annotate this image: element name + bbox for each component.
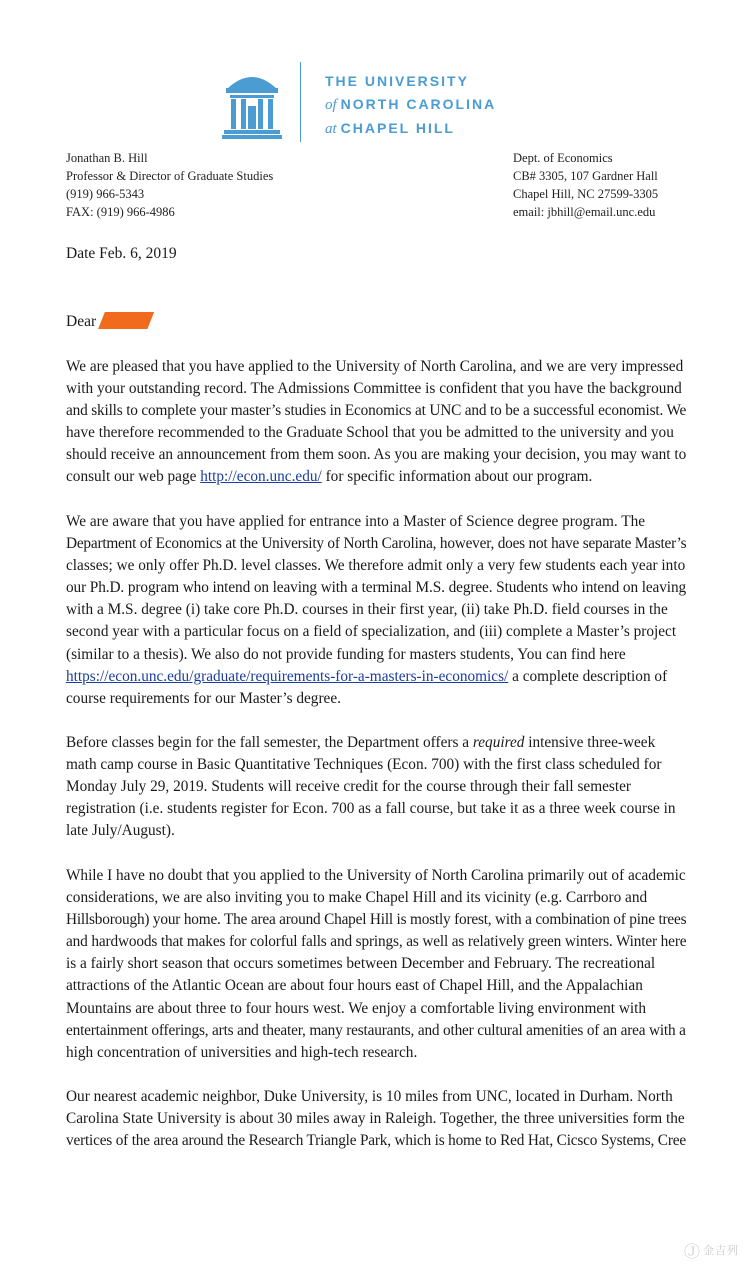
econ-website-link[interactable]: http://econ.unc.edu/ (200, 468, 322, 486)
department-email: email: jbhill@email.unc.edu (513, 205, 656, 219)
department-name: Dept. of Economics (513, 151, 613, 165)
text-line: and hardwoods that makes for colorful falls and springs, as well as relatively green winters. Winter here (66, 933, 687, 951)
sender-title: Professor & Director of Graduate Studies (66, 169, 274, 183)
salutation: Dear (66, 312, 154, 331)
text-line: have therefore recommended to the Graduate School that you be admitted to the university and you (66, 424, 674, 442)
text-line: (similar to a thesis). We also do not provide funding for masters students, You can find here (66, 645, 626, 663)
text-line: vertices of the area around the Research Triangle Park, which is home to Red Hat, Cicsco Systems, Cree (66, 1132, 686, 1150)
text-line: math camp course in Basic Quantitative Techniques (Econ. 700) with the first class scheduled for (66, 756, 662, 774)
text-line: attractions of the Atlantic Ocean are about four hours east of Chapel Hill, and the Appalachian (66, 977, 643, 995)
text-line: with your outstanding record. The Admissions Committee is confident that you have the background (66, 380, 682, 398)
paragraph-5 (66, 1086, 686, 1152)
redacted-name-mark (98, 312, 154, 329)
text-line: with a M.S. degree (i) take core Ph.D. courses in their first year, (ii) take Ph.D. field courses in the (66, 601, 668, 619)
sender-block (66, 149, 273, 221)
wordmark-line-2: of NORTH CAROLINA (325, 96, 497, 113)
paragraph-4 (66, 865, 686, 1064)
letterhead-divider (300, 62, 301, 142)
text-line: is a fairly short season that occurs sometimes between December and February. The recreational (66, 955, 656, 973)
text-line: Carolina State University is about 30 miles away in Raleigh. Together, the three universities form the (66, 1110, 685, 1128)
text-line: course requirements for our Master’s degree. (66, 689, 341, 707)
text-line: Mountains are about three to four hours west. We enjoy a comfortable living environment with (66, 999, 647, 1017)
text-line: consult our web page http://econ.unc.edu/ for specific information about our program. (66, 468, 593, 486)
wordmark-line-1: THE UNIVERSITY (325, 73, 469, 89)
text-line: second year with a particular focus on a field of specialization, and (iii) complete a Master’s project (66, 623, 677, 641)
department-address-2: Chapel Hill, NC 27599-3305 (513, 187, 659, 201)
department-block (513, 149, 658, 221)
paragraph-3 (66, 732, 686, 842)
text-line: and skills to complete your master’s studies in Economics at UNC and to be a successful economist. We (66, 402, 687, 420)
text-line: our Ph.D. program who intend on leaving with a terminal M.S. degree. Students who intend on leaving (66, 579, 687, 597)
text-line: We are aware that you have applied for entrance into a Master of Science degree program. The (66, 513, 646, 530)
sender-name: Jonathan B. Hill (66, 151, 148, 165)
masters-requirements-link[interactable]: https://econ.unc.edu/graduate/requirements-for-a-masters-in-economics/ (66, 667, 509, 685)
text-line: classes; we only offer Ph.D. level classes. We therefore admit only a very few students each year into (66, 557, 686, 575)
required-emphasis: required (472, 734, 525, 751)
text-line: registration (i.e. students register for Econ. 700 as a fall course, but take it as a three week course in (66, 800, 676, 818)
paragraph-2 (66, 511, 686, 710)
watermark-logo-icon: Ⓙ (684, 1242, 702, 1261)
letter-date: Date Feb. 6, 2019 (66, 245, 177, 262)
text-line: Monday July 29, 2019. Students will receive credit for the course through their fall semester (66, 778, 631, 796)
old-well-logo-icon (222, 66, 282, 140)
text-line: high concentration of universities and high-tech research. (66, 1043, 418, 1061)
text-line: Department of Economics at the University of North Carolina, however, does not have separate Master’s (66, 535, 687, 553)
text-line: Hillsborough) your home. The area around Chapel Hill is mostly forest, with a combination of pine trees (66, 911, 687, 929)
wordmark-line-3: at CHAPEL HILL (325, 120, 455, 137)
department-address-1: CB# 3305, 107 Gardner Hall (513, 169, 658, 183)
text-line: Our nearest academic neighbor, Duke University, is 10 miles from UNC, located in Durham. North (66, 1088, 673, 1105)
university-wordmark (325, 70, 496, 141)
sender-fax: FAX: (919) 966-4986 (66, 205, 175, 219)
text-line: considerations, we are also inviting you to make Chapel Hill and its vicinity (e.g. Carrboro and (66, 889, 648, 907)
text-line: We are pleased that you have applied to the University of North Carolina, and we are very impressed (66, 358, 684, 375)
text-line: late July/August). (66, 822, 175, 840)
text-line: should receive an announcement from them soon. As you are making your decision, you may want to (66, 446, 687, 464)
sender-phone: (919) 966-5343 (66, 187, 145, 201)
paragraph-1 (66, 356, 686, 489)
text-line: While I have no doubt that you applied to the University of North Carolina primarily out of academic (66, 867, 686, 884)
watermark: Ⓙ 金吉列 (684, 1242, 740, 1261)
text-line: Before classes begin for the fall semester, the Department offers a required intensive three-week (66, 734, 656, 751)
text-line: https://econ.unc.edu/graduate/requirements-for-a-masters-in-economics/ a complete description of (66, 667, 668, 685)
text-line: entertainment offerings, arts and theater, many restaurants, and other cultural amenities of an area with a (66, 1021, 686, 1039)
